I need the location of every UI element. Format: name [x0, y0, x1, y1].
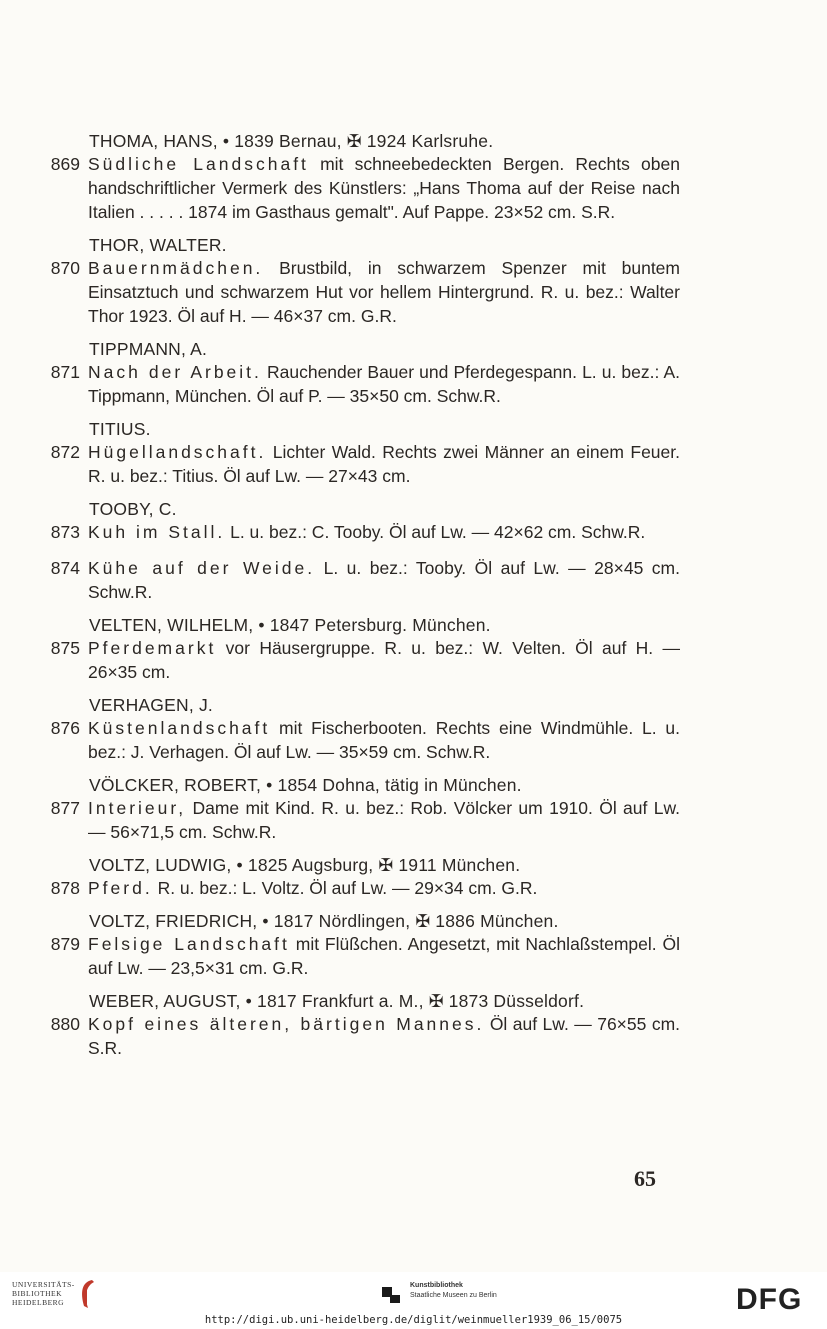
university-library-logo[interactable]: [12, 1280, 75, 1307]
artist-heading: VELTEN, WILHELM, • 1847 Petersburg. München.: [89, 615, 491, 635]
kb-subtitle: Staatliche Museen zu Berlin: [410, 1292, 497, 1299]
lot-description: mit Flüßchen. Angesetzt, mit Nachlaßstempel. Öl auf Lw. — 23,5×31 cm. G.R.: [88, 934, 680, 978]
lot-number: 872: [50, 442, 80, 462]
lot-number: 876: [50, 718, 80, 738]
lot-title: Kuh im Stall.: [88, 522, 226, 542]
lot-entry: [40, 932, 680, 980]
kb-title: Kunstbibliothek: [410, 1282, 463, 1289]
lot-number: 875: [50, 638, 80, 658]
lot-entry: [40, 520, 680, 544]
artist-heading: WEBER, AUGUST, • 1817 Frankfurt a. M., ✠ 1873 Düsseldorf.: [89, 991, 585, 1011]
lot-entry: [40, 636, 680, 684]
lot-title: Interieur,: [88, 798, 187, 818]
lot-number: 874: [50, 558, 80, 578]
lot-description: Öl auf Lw. — 76×55 cm. S.R.: [88, 1014, 681, 1058]
lot-description: Dame mit Kind. R. u. bez.: Rob. Völcker um 1910. Öl auf Lw. — 56×71,5 cm. Schw.R.: [88, 798, 680, 842]
lot-title: Kopf eines älteren, bärtigen Mannes.: [88, 1014, 485, 1034]
lot-description: L. u. bez.: C. Tooby. Öl auf Lw. — 42×62 cm. Schw.R.: [225, 522, 646, 542]
source-url[interactable]: http://digi.ub.uni-heidelberg.de/diglit/weinmueller1939_06_15/0075: [204, 1314, 623, 1326]
lot-number: 871: [50, 362, 80, 382]
lot-entry: [40, 716, 680, 764]
lot-description: mit schneebedeckten Bergen. Rechts oben handschriftlicher Vermerk des Künstlers: „Hans Thoma auf der Reise nach Italien . . . . . 1874 im Gasthaus gemalt". Auf Pappe. 23×52 cm. S.R.: [88, 154, 680, 222]
lot-title: Nach der Arbeit.: [88, 362, 262, 382]
artist-heading: THOMA, HANS, • 1839 Bernau, ✠ 1924 Karlsruhe.: [89, 131, 494, 151]
kunstbibliothek-logo[interactable]: [410, 1281, 497, 1301]
lot-description: L. u. bez.: Tooby. Öl auf Lw. — 28×45 cm. Schw.R.: [88, 558, 680, 602]
kunstbibliothek-icon: [380, 1283, 402, 1305]
lot-description: Brustbild, in schwarzem Spenzer mit buntem Einsatztuch und schwarzem Hut vor hellem Hintergrund. R. u. bez.: Walter Thor 1923. Öl auf H. — 46×37 cm. G.R.: [88, 258, 680, 326]
lot-entry: [40, 440, 680, 488]
lot-description: R. u. bez.: L. Voltz. Öl auf Lw. — 29×34 cm. G.R.: [152, 878, 538, 898]
catalog-entries: [40, 130, 680, 1060]
uni-line-2: BIBLIOTHEK: [12, 1289, 62, 1298]
artist-heading: TOOBY, C.: [89, 499, 177, 519]
lot-entry: [40, 256, 680, 328]
lot-title: Südliche Landschaft: [88, 154, 309, 174]
lot-title: Küstenlandschaft: [88, 718, 271, 738]
lot-entry: [40, 556, 680, 604]
lot-description: mit Fischerbooten. Rechts eine Windmühle. L. u. bez.: J. Verhagen. Öl auf Lw. — 35×59 cm. Schw.R.: [88, 718, 680, 762]
lot-title: Hügellandschaft.: [88, 442, 267, 462]
lot-entry: [40, 152, 680, 224]
lot-number: 877: [50, 798, 80, 818]
lot-number: 873: [50, 522, 80, 542]
lot-entry: [40, 876, 680, 900]
lot-description: Lichter Wald. Rechts zwei Männer an einem Feuer. R. u. bez.: Titius. Öl auf Lw. — 27×43 cm.: [88, 442, 680, 486]
lot-title: Pferd.: [88, 878, 153, 898]
lot-title: Felsige Landschaft: [88, 934, 290, 954]
uni-line-1: UNIVERSITÄTS-: [12, 1280, 75, 1289]
page-number: 65: [634, 1166, 656, 1191]
lot-number: 879: [50, 934, 80, 954]
lot-number: 878: [50, 878, 80, 898]
lot-title: Kühe auf der Weide.: [88, 558, 316, 578]
artist-heading: TIPPMANN, A.: [89, 339, 208, 359]
uni-line-3: HEIDELBERG: [12, 1298, 65, 1307]
lot-description: Rauchender Bauer und Pferdegespann. L. u. bez.: A. Tippmann, München. Öl auf P. — 35×50 cm. Schw.R.: [88, 362, 680, 406]
lot-number: 869: [50, 154, 80, 174]
dfg-logo[interactable]: DFG: [736, 1283, 803, 1316]
lot-description: vor Häusergruppe. R. u. bez.: W. Velten. Öl auf H. — 26×35 cm.: [88, 638, 680, 682]
lot-number: 870: [50, 258, 80, 278]
lot-title: Pferdemarkt: [88, 638, 217, 658]
artist-heading: VÖLCKER, ROBERT, • 1854 Dohna, tätig in München.: [89, 775, 522, 795]
lot-title: Bauernmädchen.: [88, 258, 264, 278]
lot-entry: [40, 796, 680, 844]
lot-number: 880: [50, 1014, 80, 1034]
artist-heading: TITIUS.: [89, 419, 151, 439]
artist-heading: VOLTZ, FRIEDRICH, • 1817 Nördlingen, ✠ 1886 München.: [89, 911, 559, 931]
lot-entry: [40, 360, 680, 408]
artist-heading: VOLTZ, LUDWIG, • 1825 Augsburg, ✠ 1911 München.: [89, 855, 521, 875]
lot-entry: [40, 1012, 680, 1060]
university-emblem-icon: [76, 1278, 98, 1310]
artist-heading: VERHAGEN, J.: [89, 695, 213, 715]
artist-heading: THOR, WALTER.: [89, 235, 227, 255]
